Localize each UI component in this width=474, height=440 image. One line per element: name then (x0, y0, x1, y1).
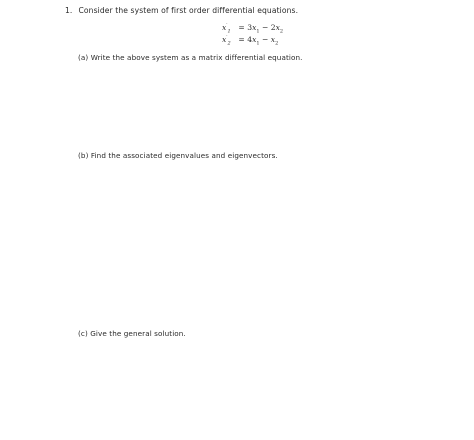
equation-2-equals: = (238, 34, 245, 44)
equation-2-lhs: $x'_2$ (222, 33, 231, 47)
equation-1-equals: = (238, 23, 245, 32)
part-b (78, 151, 278, 160)
problem-statement (65, 6, 298, 15)
part-b-text: Find the associated eigenvalues and eigenvectors. (90, 151, 278, 160)
part-c-label: (c) (78, 329, 88, 338)
equation-2-rhs: $4x_1 - x_2$ (247, 34, 279, 47)
equation-1-rhs: $3x_1 - 2x_2$ (247, 23, 284, 35)
equation-1-lhs: $x'_1$ (222, 22, 231, 35)
equation-system (222, 22, 283, 45)
part-c-text: Give the general solution. (90, 329, 186, 338)
part-a-label: (a) (78, 53, 89, 62)
part-a (78, 53, 303, 62)
equation-2 (222, 34, 283, 46)
part-c (78, 329, 186, 338)
problem-text: Consider the system of first order differential equations. (78, 6, 299, 15)
equation-1 (222, 22, 283, 34)
problem-number: 1. (65, 6, 73, 15)
part-b-label: (b) (78, 151, 89, 160)
part-a-text: Write the above system as a matrix differential equation. (90, 53, 303, 62)
